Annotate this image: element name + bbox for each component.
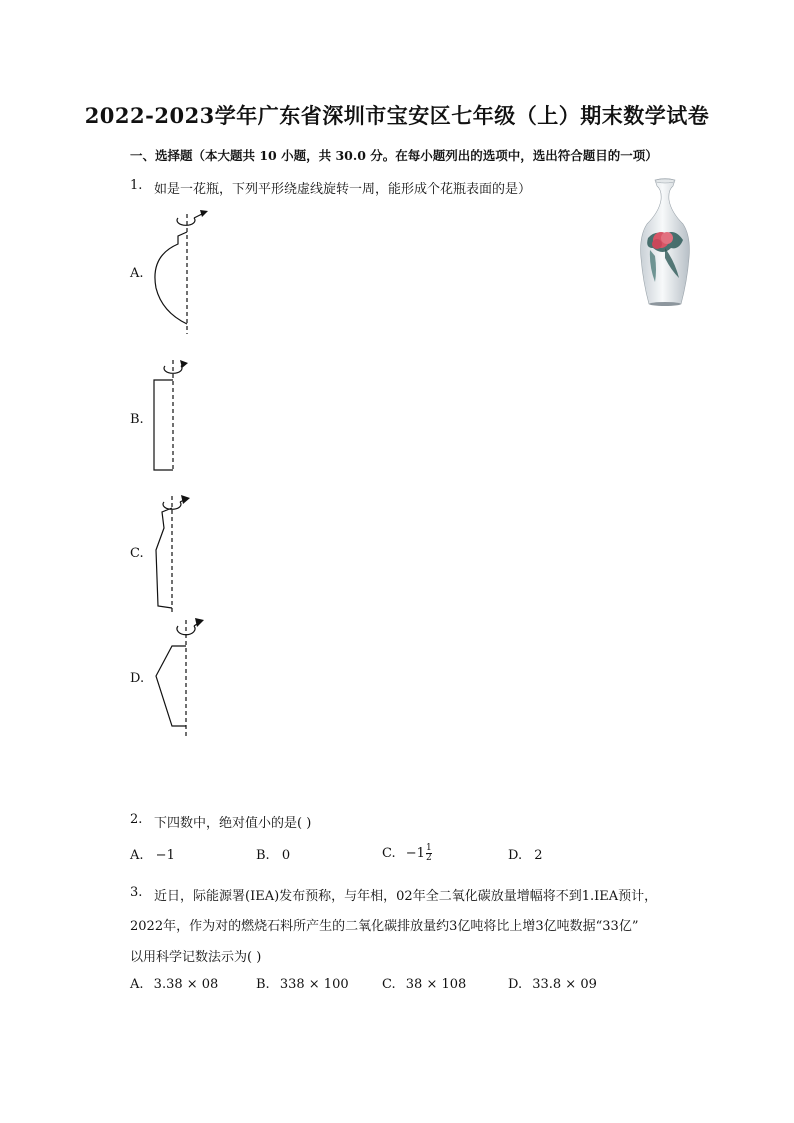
q3-option-d-value: 33.8 × 09 xyxy=(532,977,597,992)
q2-option-a[interactable] xyxy=(130,848,175,863)
q3-option-a-value: 3.38 × 08 xyxy=(153,977,219,992)
q2-option-c-fraction xyxy=(426,844,432,863)
q2-option-c-value: −1 xyxy=(405,846,425,861)
q3-option-b-value: 338 × 100 xyxy=(279,977,349,992)
q2-option-c-label: C. xyxy=(382,846,396,861)
question-2-text: 下四数中，绝对值小的是( ) xyxy=(154,816,312,831)
q3-option-a[interactable] xyxy=(130,977,218,992)
q3-option-c-label: C. xyxy=(382,977,396,992)
page-title: 2022-2023学年广东省深圳市宝安区七年级（上）期末数学试卷 xyxy=(84,103,710,128)
question-1-number: 1. xyxy=(130,178,143,193)
question-3-line-1: 近日，际能源署(IEA)发布预称，与年相，02年全二氧化碳放量增幅将不到1.IEA预计， xyxy=(154,889,658,904)
q2-option-c[interactable] xyxy=(382,844,432,863)
q3-option-b-label: B. xyxy=(256,977,270,992)
q3-option-d[interactable] xyxy=(508,977,597,992)
question-3-line-2: 2022年，作为对的燃烧石料所产生的二氧化碳排放量约3亿吨将比上增3亿吨数据“33亿” xyxy=(130,919,639,934)
q1-option-d-label[interactable]: D. xyxy=(130,671,145,686)
vase-image xyxy=(635,178,695,310)
q3-option-c[interactable] xyxy=(382,977,466,992)
q2-option-c-numerator: 1 xyxy=(425,843,432,853)
question-3-number: 3. xyxy=(130,885,143,900)
q2-option-b[interactable] xyxy=(256,848,290,863)
q2-option-a-value: −1 xyxy=(155,848,175,863)
q2-option-d-label: D. xyxy=(508,848,523,863)
section-heading: 一、选择题（本大题共 10 小题，共 30.0 分。在每小题列出的选项中，选出符合题目的一项） xyxy=(130,148,658,163)
q2-option-b-label: B. xyxy=(256,848,270,863)
q1-option-c-figure xyxy=(150,492,210,617)
q2-option-d-value: 2 xyxy=(534,848,543,863)
q1-option-c-label[interactable]: C. xyxy=(130,546,144,561)
question-2-number: 2. xyxy=(130,812,143,827)
q1-option-a-label[interactable]: A. xyxy=(130,266,144,281)
q1-option-a-figure xyxy=(150,206,220,336)
question-3-line-3: 以用科学记数法示为( ) xyxy=(130,950,262,965)
q2-option-c-denominator: 2 xyxy=(425,853,432,863)
q3-option-a-label: A. xyxy=(130,977,144,992)
q1-option-b-figure xyxy=(148,356,208,476)
q1-option-b-label[interactable]: B. xyxy=(130,412,144,427)
q3-option-d-label: D. xyxy=(508,977,523,992)
q1-option-d-figure xyxy=(150,616,220,741)
q2-option-b-value: 0 xyxy=(281,848,291,863)
q3-option-c-value: 38 × 108 xyxy=(405,977,467,992)
q2-option-d[interactable] xyxy=(508,848,543,863)
q2-option-a-label: A. xyxy=(130,848,144,863)
q3-option-b[interactable] xyxy=(256,977,349,992)
question-1-text: 如是一花瓶，下列平形绕虚线旋转一周，能形成个花瓶表面的是） xyxy=(154,182,532,197)
